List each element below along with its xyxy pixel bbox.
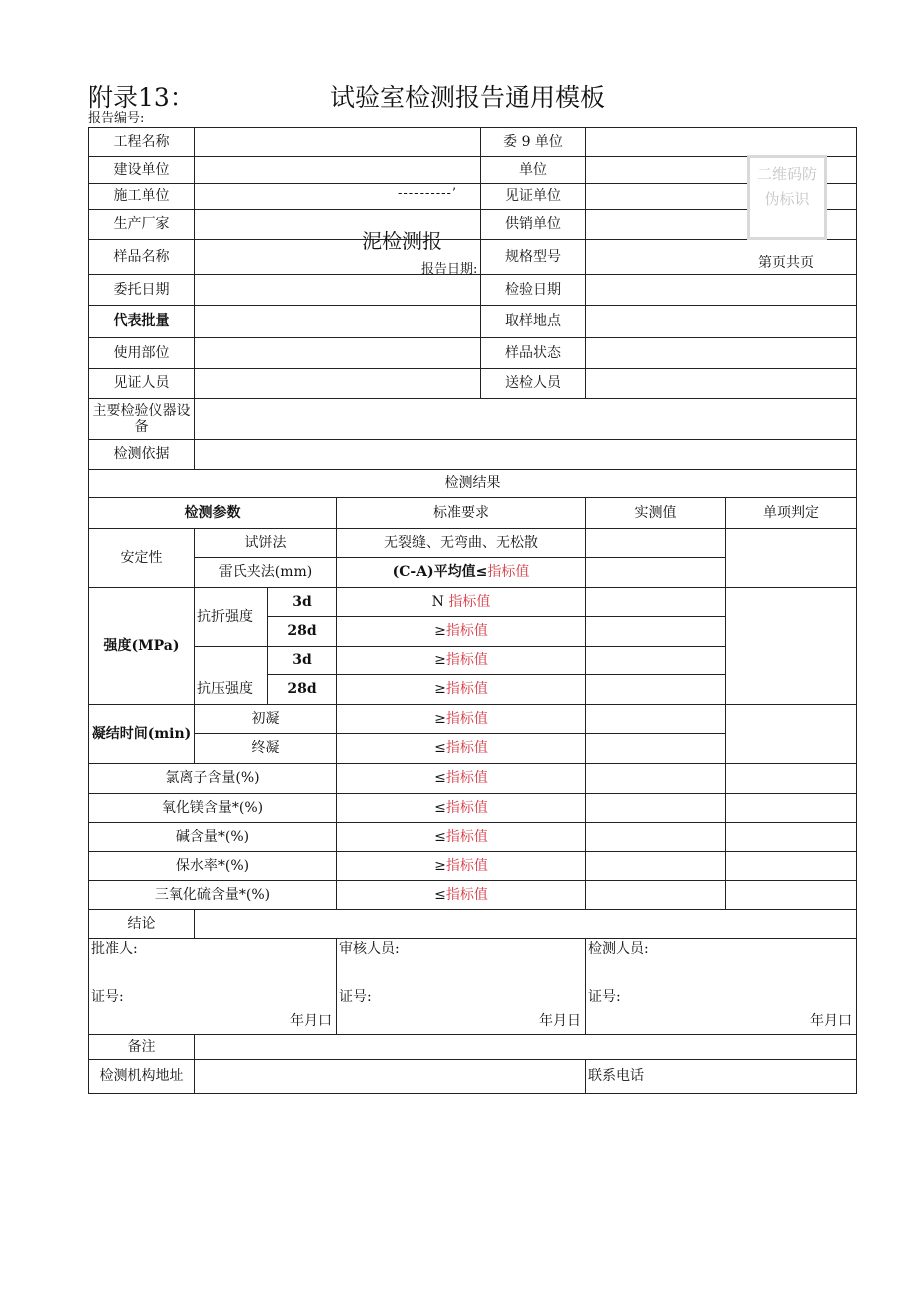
field-builder[interactable] xyxy=(195,157,481,184)
req-final-set: ≤指标值 xyxy=(337,734,586,764)
label-address: 检测机构地址 xyxy=(89,1060,195,1094)
label-remarks: 备注 xyxy=(89,1035,195,1060)
label-constructor: 施工单位 xyxy=(89,184,195,210)
approver-cert-label: 证号: xyxy=(91,989,124,1005)
col-measured: 实测值 xyxy=(586,498,726,529)
field-remarks[interactable] xyxy=(195,1035,857,1060)
method-cake: 试饼法 xyxy=(195,529,337,558)
label-sender: 送检人员 xyxy=(481,369,586,399)
field-address[interactable] xyxy=(195,1060,586,1094)
approver-label: 批准人: xyxy=(91,941,138,957)
age-28d-compressive: 28d xyxy=(268,675,337,705)
reviewer-label: 审核人员: xyxy=(339,941,400,957)
judge-chloride[interactable] xyxy=(726,764,857,794)
req-alkali: ≤指标值 xyxy=(337,823,586,852)
tester-date: 年月口 xyxy=(810,1012,853,1029)
tester-cert-label: 证号: xyxy=(588,989,621,1005)
label-sampling-site: 取样地点 xyxy=(481,306,586,338)
approver-block[interactable] xyxy=(89,939,337,1035)
req-mgo: ≤指标值 xyxy=(337,794,586,823)
judge-setting-time[interactable] xyxy=(726,705,857,764)
overlay-doc-title: 泥检测报 xyxy=(362,229,442,253)
label-final-set: 终凝 xyxy=(195,734,337,764)
field-use-part[interactable] xyxy=(195,338,481,369)
appendix-label: 附录13： xyxy=(88,83,195,112)
req-compressive-28d: ≥指标值 xyxy=(337,675,586,705)
param-chloride: 氯离子含量(%) xyxy=(89,764,337,794)
measured-cake[interactable] xyxy=(586,529,726,558)
measured-mgo[interactable] xyxy=(586,794,726,823)
tester-label: 检测人员: xyxy=(588,941,649,957)
label-initial-set: 初凝 xyxy=(195,705,337,734)
field-batch[interactable] xyxy=(195,306,481,338)
req-water-retention: ≥指标值 xyxy=(337,852,586,881)
field-conclusion[interactable] xyxy=(195,910,857,939)
report-number-label: 报告编号: xyxy=(88,111,145,126)
reviewer-block[interactable] xyxy=(337,939,586,1035)
field-instruments[interactable] xyxy=(195,399,857,440)
measured-le-chatelier[interactable] xyxy=(586,558,726,588)
label-sample-name: 样品名称 xyxy=(89,240,195,275)
label-client-unit: 委 9 单位 xyxy=(481,128,586,157)
field-client-unit[interactable] xyxy=(586,128,857,157)
label-manufacturer: 生产厂家 xyxy=(89,210,195,240)
col-param: 检测参数 xyxy=(89,498,337,529)
req-compressive-3d: ≥指标值 xyxy=(337,647,586,675)
judge-alkali[interactable] xyxy=(726,823,857,852)
measured-compressive-3d[interactable] xyxy=(586,647,726,675)
measured-water-retention[interactable] xyxy=(586,852,726,881)
label-entrust-date: 委托日期 xyxy=(89,275,195,306)
field-spec-model[interactable] xyxy=(586,240,857,275)
field-sample-state[interactable] xyxy=(586,338,857,369)
label-conclusion: 结论 xyxy=(89,910,195,939)
measured-so3[interactable] xyxy=(586,881,726,910)
measured-alkali[interactable] xyxy=(586,823,726,852)
req-le-chatelier: (C-A)平均值≤指标值 xyxy=(337,558,586,588)
tester-block[interactable] xyxy=(586,939,857,1035)
label-basis: 检测依据 xyxy=(89,440,195,470)
label-use-part: 使用部位 xyxy=(89,338,195,369)
param-mgo: 氧化镁含量*(%) xyxy=(89,794,337,823)
label-builder: 建设单位 xyxy=(89,157,195,184)
field-witness-person[interactable] xyxy=(195,369,481,399)
page-title: 试验室检测报告通用模板 xyxy=(330,83,606,112)
label-phone: 联系电话 xyxy=(586,1060,857,1094)
reviewer-date: 年月日 xyxy=(539,1012,582,1029)
param-setting-time: 凝结时间(min) xyxy=(89,705,195,764)
judge-water-retention[interactable] xyxy=(726,852,857,881)
req-chloride: ≤指标值 xyxy=(337,764,586,794)
param-so3: 三氧化硫含量*(%) xyxy=(89,881,337,910)
label-test-date: 检验日期 xyxy=(481,275,586,306)
age-3d-flexural: 3d xyxy=(268,588,337,617)
measured-compressive-28d[interactable] xyxy=(586,675,726,705)
measured-initial-set[interactable] xyxy=(586,705,726,734)
field-project-name[interactable] xyxy=(195,128,481,157)
page-counter: 第页共页 xyxy=(758,255,814,271)
measured-flexural-28d[interactable] xyxy=(586,617,726,647)
label-witness-unit: 见证单位 xyxy=(481,184,586,210)
qr-code-placeholder: 二维码防伪标识 xyxy=(747,155,827,240)
measured-final-set[interactable] xyxy=(586,734,726,764)
field-sampling-site[interactable] xyxy=(586,306,857,338)
measured-chloride[interactable] xyxy=(586,764,726,794)
label-batch: 代表批量 xyxy=(89,306,195,338)
req-flexural-3d: N 指标值 xyxy=(337,588,586,617)
req-initial-set: ≥指标值 xyxy=(337,705,586,734)
field-test-date[interactable] xyxy=(586,275,857,306)
judge-so3[interactable] xyxy=(726,881,857,910)
judge-stability[interactable] xyxy=(726,529,857,588)
field-basis[interactable] xyxy=(195,440,857,470)
req-so3: ≤指标值 xyxy=(337,881,586,910)
req-flexural-28d: ≥指标值 xyxy=(337,617,586,647)
param-alkali: 碱含量*(%) xyxy=(89,823,337,852)
report-date-label: 报告日期: xyxy=(421,262,478,277)
age-3d-compressive: 3d xyxy=(268,647,337,675)
param-water-retention: 保水率*(%) xyxy=(89,852,337,881)
label-instruments: 主要检验仪器设备 xyxy=(89,399,195,440)
col-standard: 标准要求 xyxy=(337,498,586,529)
param-stability: 安定性 xyxy=(89,529,195,588)
label-witness-person: 见证人员 xyxy=(89,369,195,399)
label-project-name: 工程名称 xyxy=(89,128,195,157)
label-spec-model: 规格型号 xyxy=(481,240,586,275)
param-strength: 强度(MPa) xyxy=(89,588,195,705)
measured-flexural-3d[interactable] xyxy=(586,588,726,617)
col-judgement: 单项判定 xyxy=(726,498,857,529)
label-supplier: 供销单位 xyxy=(481,210,586,240)
judge-mgo[interactable] xyxy=(726,794,857,823)
label-unit: 单位 xyxy=(481,157,586,184)
field-sender[interactable] xyxy=(586,369,857,399)
label-compressive: 抗压强度 xyxy=(195,647,268,705)
req-cake: 无裂缝、无弯曲、无松散 xyxy=(337,529,586,558)
dash-line: ----------’ xyxy=(398,186,458,201)
approver-date: 年月口 xyxy=(290,1012,332,1029)
label-sample-state: 样品状态 xyxy=(481,338,586,369)
age-28d-flexural: 28d xyxy=(268,617,337,647)
method-le-chatelier: 雷氏夹法(mm) xyxy=(195,558,337,588)
field-entrust-date[interactable] xyxy=(195,275,481,306)
judge-strength[interactable] xyxy=(726,588,857,705)
label-flexural: 抗折强度 xyxy=(195,588,268,647)
results-section-title: 检测结果 xyxy=(89,470,857,498)
reviewer-cert-label: 证号: xyxy=(339,989,372,1005)
